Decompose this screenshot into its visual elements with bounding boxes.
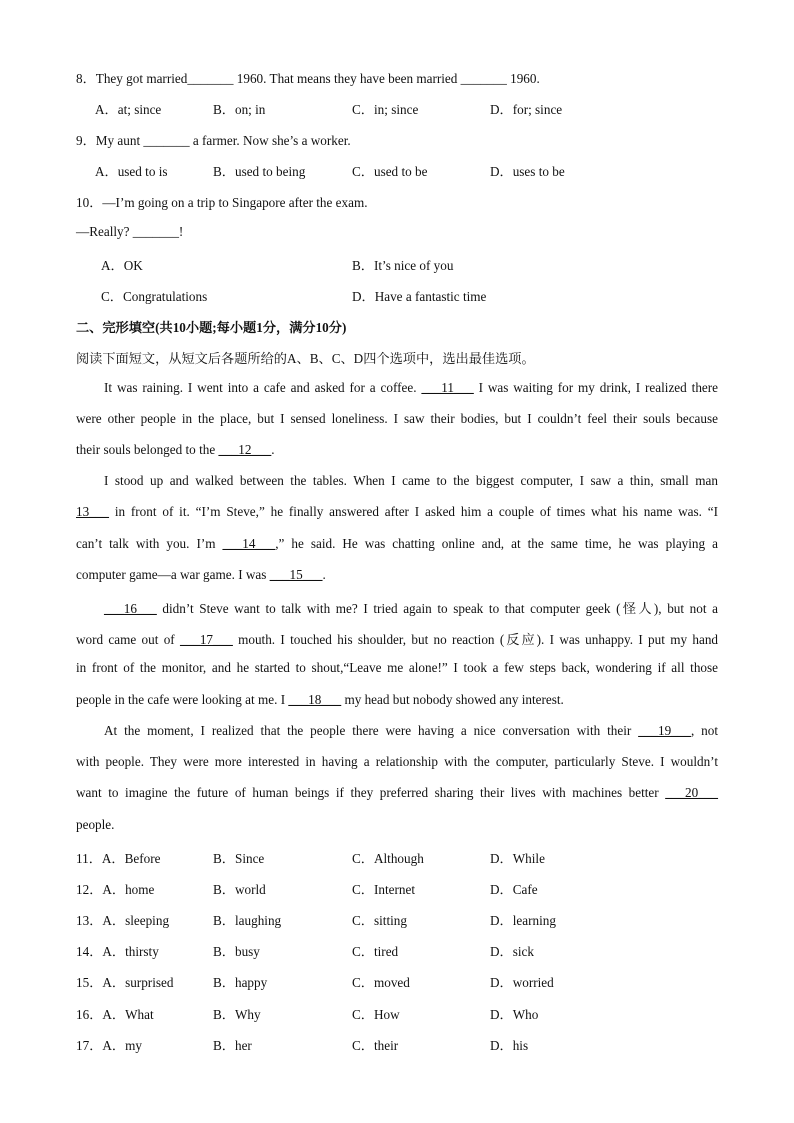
- passage-line: were other people in the place, but I sensed loneliness. I saw their bodies, but I couldn’t feel their souls because: [76, 411, 718, 426]
- cloze-option: B．laughing: [213, 913, 282, 928]
- cloze-option-row: 13．A．sleeping: [76, 913, 170, 928]
- q10-reply: —Really? _______!: [76, 224, 184, 239]
- cloze-option: C．How: [352, 1007, 400, 1022]
- cloze-option: D．While: [490, 851, 545, 866]
- passage-line: people.: [76, 817, 115, 832]
- q8-option-b: B．on; in: [213, 102, 266, 117]
- cloze-option: C．tired: [352, 944, 399, 959]
- passage-line: in front of the monitor, and he started to shout,“Leave me alone!” I took a few steps back, wondering if all those: [76, 660, 718, 675]
- cloze-option-row: 15．A．surprised: [76, 975, 174, 990]
- passage-line: with people. They were more interested in having a relationship with the computer, particularly Steve. I wouldn’t: [76, 754, 718, 769]
- cloze-option: B．Why: [213, 1007, 261, 1022]
- cloze-option: D．Cafe: [490, 882, 538, 897]
- cloze-option: D．Who: [490, 1007, 539, 1022]
- blank-20: ___20___: [665, 785, 719, 800]
- blank-16: ___16___: [104, 601, 157, 616]
- q10-stem: 10．—I’m going on a trip to Singapore after the exam.: [76, 195, 368, 210]
- cloze-option: D．learning: [490, 913, 556, 928]
- cloze-option: D．worried: [490, 975, 554, 990]
- cloze-option: B．her: [213, 1038, 252, 1053]
- passage-line: computer game—a war game. I was ___15___.: [76, 567, 326, 582]
- q9-stem: 9．My aunt _______ a farmer. Now she’s a worker.: [76, 133, 351, 148]
- q10-option-b: B．It’s nice of you: [352, 258, 454, 273]
- cloze-option: C．Although: [352, 851, 424, 866]
- passage-line: At the moment, I realized that the people there were having a nice conversation with their ___19___, not: [104, 723, 719, 738]
- cloze-option: B．happy: [213, 975, 268, 990]
- cloze-option: C．sitting: [352, 913, 407, 928]
- passage-line: ___16___ didn’t Steve want to talk with me? I tried again to speak to that computer geek (怪人), but not a: [104, 601, 718, 616]
- cloze-option-row: 14．A．thirsty: [76, 944, 159, 959]
- blank-18: ___18___: [288, 692, 342, 707]
- q9-option-b: B．used to being: [213, 164, 306, 179]
- section-title: 二、完形填空(共10小题;每小题1分，满分10分): [76, 320, 347, 335]
- section-instruction: 阅读下面短文，从短文后各题所给的A、B、C、D四个选项中，选出最佳选项。: [76, 351, 535, 366]
- cloze-option: D．sick: [490, 944, 534, 959]
- cloze-option: D．his: [490, 1038, 529, 1053]
- blank-14: ___14___: [222, 536, 276, 551]
- blank-19: ___19___: [638, 723, 691, 738]
- blank-15: ___15___: [269, 567, 323, 582]
- passage-line: It was raining. I went into a cafe and asked for a coffee. ___11___ I was waiting for my drink, I realized there: [104, 380, 719, 395]
- cloze-option: C．their: [352, 1038, 399, 1053]
- passage-line: want to imagine the future of human beings if they preferred sharing their lives with machines better ___20___: [76, 785, 719, 800]
- blank-13: 13___: [76, 504, 109, 519]
- q9-option-a: A．used to is: [95, 164, 168, 179]
- q8-option-a: A．at; since: [95, 102, 162, 117]
- cloze-option-row: 16．A．What: [76, 1007, 154, 1022]
- passage-line: 13___ in front of it. “I’m Steve,” he finally answered after I asked him a couple of times what his name was. “I: [76, 504, 719, 519]
- cloze-option: B．busy: [213, 944, 260, 959]
- cloze-option: B．world: [213, 882, 266, 897]
- q8-option-d: D．for; since: [490, 102, 563, 117]
- passage-line: people in the cafe were looking at me. I ___18___ my head but nobody showed any interest.: [76, 692, 564, 707]
- q10-option-a: A．OK: [101, 258, 143, 273]
- passage-line: their souls belonged to the ___12___.: [76, 442, 275, 457]
- cloze-option: C．moved: [352, 975, 410, 990]
- q9-option-c: C．used to be: [352, 164, 428, 179]
- q10-option-d: D．Have a fantastic time: [352, 289, 487, 304]
- passage-line: word came out of ___17___ mouth. I touched his shoulder, but no reaction (反应). I was unhappy. I put my hand: [76, 632, 719, 647]
- blank-12: ___12___: [218, 442, 272, 457]
- cloze-option: C．Internet: [352, 882, 415, 897]
- blank-11: ___11___: [421, 380, 474, 395]
- q9-option-d: D．uses to be: [490, 164, 565, 179]
- q10-option-c: C．Congratulations: [101, 289, 208, 304]
- passage-line: I stood up and walked between the tables. When I came to the biggest computer, I saw a thin, small man: [104, 473, 718, 488]
- cloze-option: B．Since: [213, 851, 265, 866]
- blank-17: ___17___: [180, 632, 233, 647]
- passage-line: can’t talk with you. I’m ___14___,” he said. He was chatting online and, at the same time, he was playing a: [76, 536, 718, 551]
- cloze-option-row: 17．A．my: [76, 1038, 142, 1053]
- q8-option-c: C．in; since: [352, 102, 419, 117]
- cloze-option-row: 12．A．home: [76, 882, 155, 897]
- q8-stem: 8．They got married_______ 1960. That means they have been married _______ 1960.: [76, 71, 540, 86]
- cloze-option-row: 11．A．Before: [76, 851, 161, 866]
